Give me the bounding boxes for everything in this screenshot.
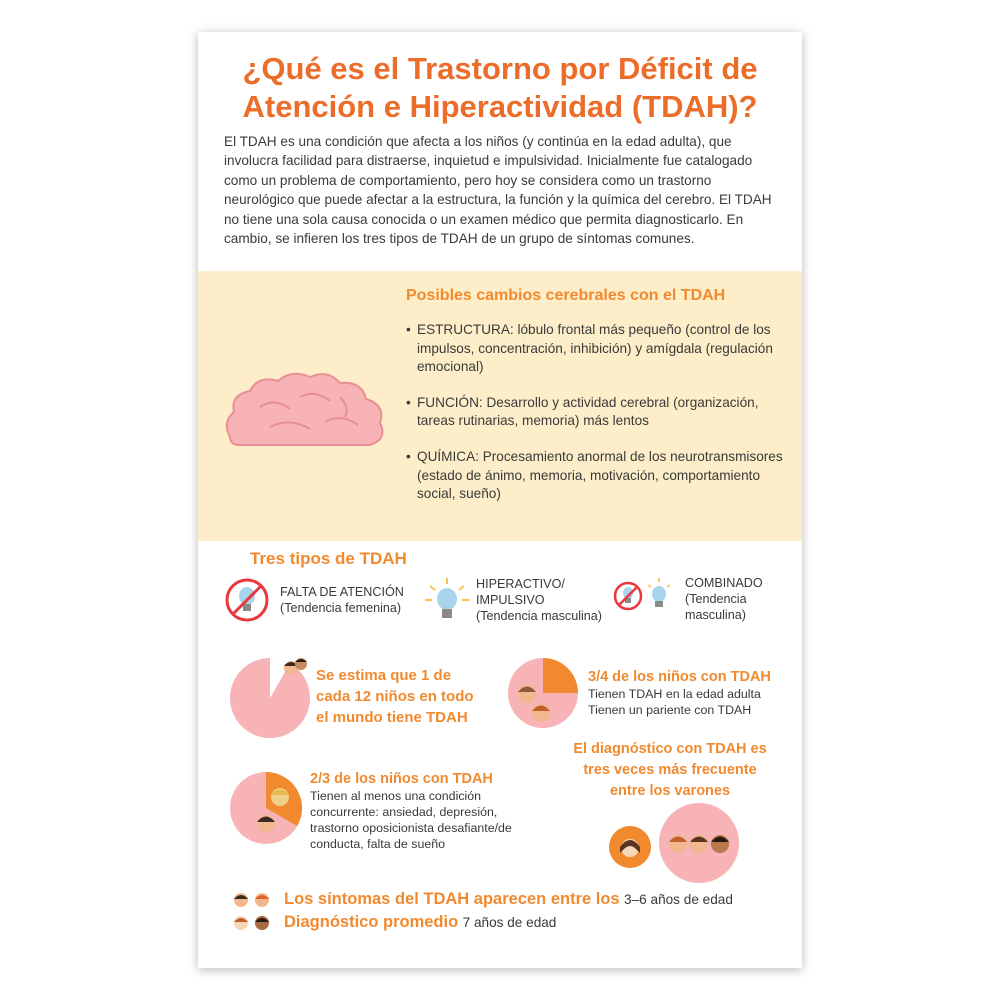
diagnosis-row: Diagnóstico promedio 7 años de edad [284, 913, 557, 931]
three-quarters-pie [506, 656, 580, 730]
child-face-icon [282, 656, 308, 678]
girl-face-icon [608, 825, 652, 869]
lightbulb-icon [422, 576, 472, 624]
types-title: Tres tipos de TDAH [250, 549, 407, 568]
onset-row: Los síntomas del TDAH aparecen entre los 3–6 años de edad [284, 890, 733, 908]
no-lightbulb-icon [224, 577, 270, 623]
stat-boys: El diagnóstico con TDAH es tres veces más frecuente entre los varones [573, 741, 767, 799]
page-title: ¿Qué es el Trastorno por Déficit de Atención e Hiperactividad (TDAH)? [242, 51, 758, 124]
stat-one-in-twelve: Se estima que 1 de cada 12 niños en todo el mundo tiene TDAH [316, 667, 474, 726]
intro-paragraph: El TDAH es una condición que afecta a los niños (y continúa en la edad adulta), que involucra facilidad para distraerse, inquietud e impulsividad. Inicialmente fue catalogado como un problema de comportamiento, pero hoy se considera como un trastorno neurológico que puede afectar a la estructura, la función y la química del cerebro. El TDAH no tiene una sola causa conocida o un examen médico que permita diagnosticarlo. En cambio, se infieren los tres tipos de TDAH de un grupo de síntomas comunes. [224, 134, 772, 247]
children-faces-icon [230, 890, 274, 934]
bullet-chemistry: • QUÍMICA: Procesamiento anormal de los neurotransmisores (estado de ánimo, memoria, motivación, comportamiento social, sueño) [406, 448, 786, 504]
brain-bullets [406, 321, 786, 521]
combined-icon [612, 576, 678, 616]
type-combined: COMBINADO (Tendencia masculina) [685, 576, 763, 622]
two-thirds-pie [228, 770, 304, 846]
type-inattentive: FALTA DE ATENCIÓN (Tendencia femenina) [280, 585, 404, 615]
brain-changes-section [198, 271, 802, 541]
brain-section-title: Posibles cambios cerebrales con el TDAH [406, 287, 726, 304]
stat-two-thirds: 2/3 de los niños con TDAH Tienen al menos una condición concurrente: ansiedad, depresión, trastorno oposicionista desafiante/de conducta, falta de sueño [310, 771, 512, 851]
brain-icon [220, 367, 390, 452]
stat-three-quarters: 3/4 de los niños con TDAH Tienen TDAH en la edad adulta Tienen un pariente con TDAH [588, 669, 771, 717]
infographic-card [198, 32, 802, 968]
bullet-structure: • ESTRUCTURA: lóbulo frontal más pequeño (control de los impulsos, concentración, inhibición) y amígdala (regulación emocional) [406, 321, 786, 377]
type-hyperactive: HIPERACTIVO/ IMPULSIVO (Tendencia masculina) [476, 577, 602, 623]
boys-faces-icon [658, 802, 740, 884]
bullet-function: • FUNCIÓN: Desarrollo y actividad cerebral (organización, tareas rutinarias, memoria) más lentos [406, 394, 786, 431]
